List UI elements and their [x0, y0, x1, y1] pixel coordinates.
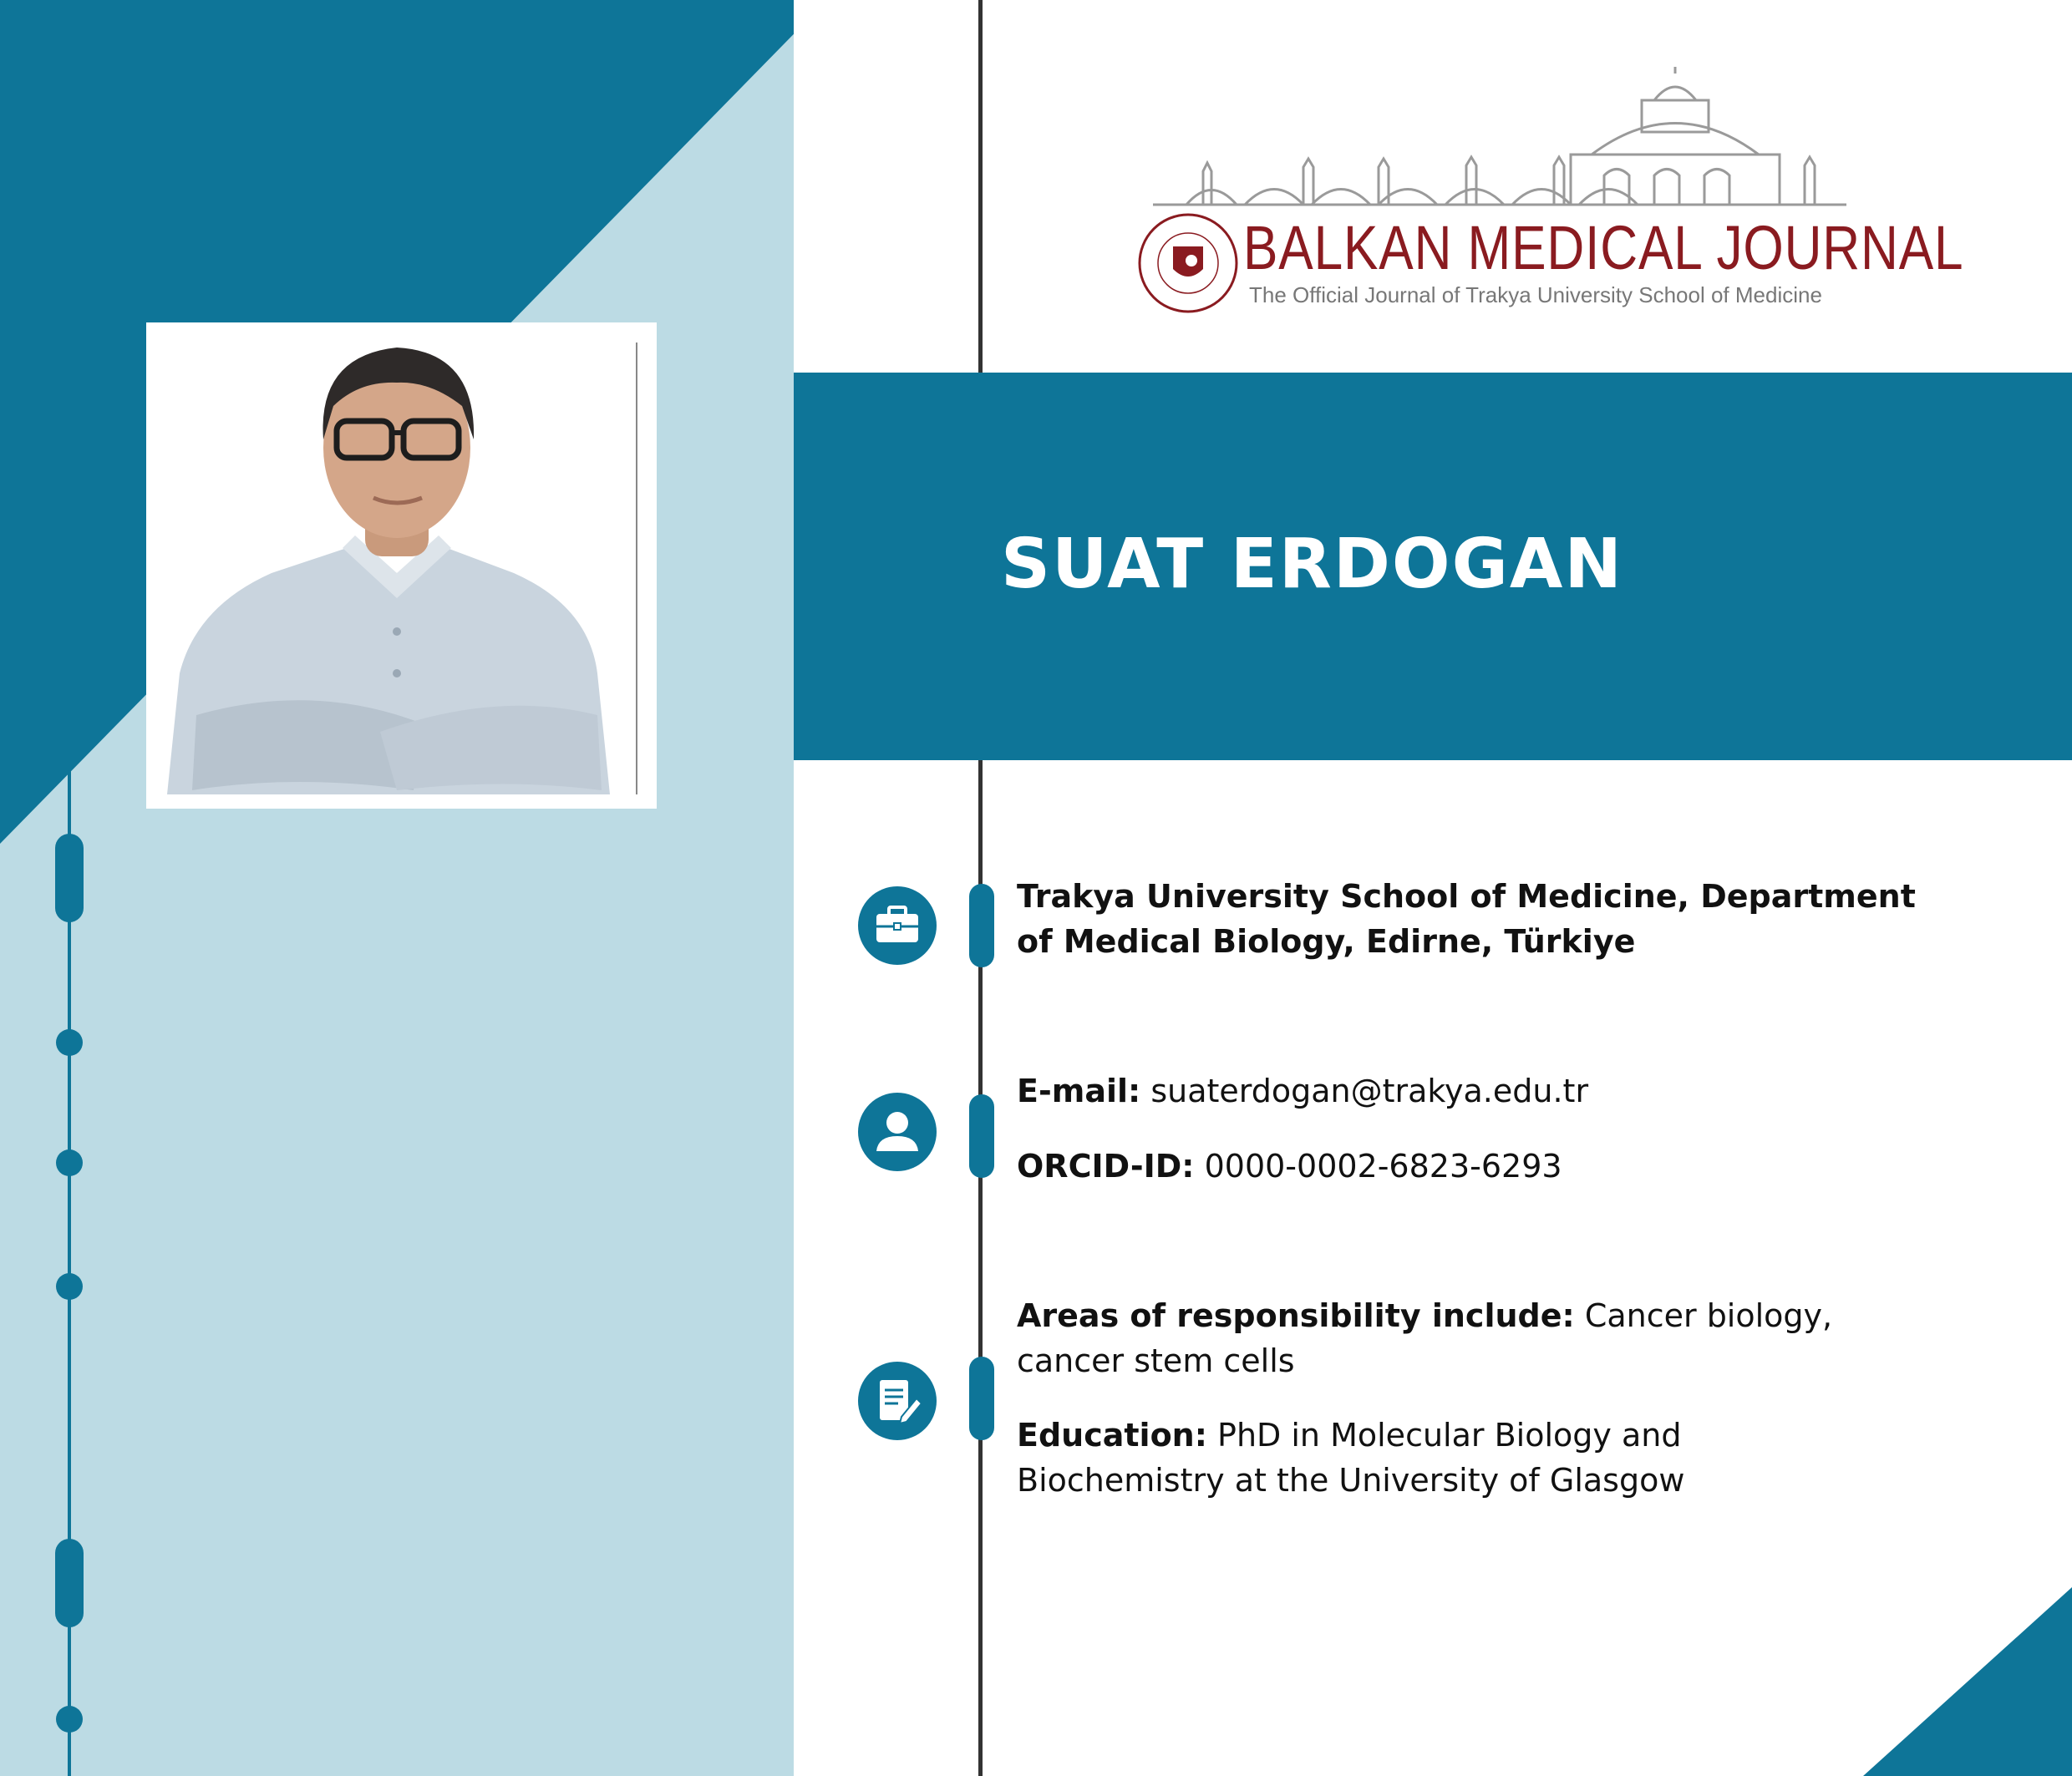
- orcid-label: ORCID-ID:: [1017, 1148, 1195, 1185]
- left-panel: [0, 0, 794, 1776]
- education-label: Education:: [1017, 1417, 1207, 1454]
- affiliation-text: [1017, 874, 1961, 964]
- left-timeline-dot: [56, 1706, 83, 1733]
- left-timeline-pill: [55, 1539, 84, 1627]
- document-edit-icon: [858, 1362, 937, 1440]
- bottom-right-triangle: [1863, 1587, 2072, 1776]
- areas-row: [1017, 1293, 1852, 1383]
- education-value: PhD in Molecular Biology and Biochemistry at the University of Glasgow: [1017, 1417, 1685, 1499]
- journal-seal: [1140, 215, 1237, 312]
- left-timeline-dot: [56, 1149, 83, 1176]
- email-label: E-mail:: [1017, 1073, 1141, 1109]
- orcid-value: 0000-0002-6823-6293: [1204, 1148, 1562, 1185]
- orcid-row: [1017, 1144, 1961, 1189]
- center-timeline-pill: [969, 1094, 994, 1178]
- areas-label: Areas of responsibility include:: [1017, 1297, 1575, 1334]
- portrait-illustration: [146, 322, 657, 809]
- journal-subtitle: The Official Journal of Trakya University School of Medicine: [1249, 282, 1822, 307]
- areas-value: Cancer biology, cancer stem cells: [1017, 1297, 1833, 1379]
- education-row: [1017, 1413, 1819, 1503]
- left-timeline-pill: [55, 834, 84, 922]
- user-icon: [858, 1093, 937, 1171]
- email-row: [1017, 1068, 1961, 1114]
- center-timeline-pill: [969, 884, 994, 967]
- person-name: SUAT ERDOGAN: [1001, 525, 1624, 604]
- affiliation-value: Trakya University School of Medicine, Department of Medical Biology, Edirne, Türkiye: [1017, 878, 1916, 960]
- left-timeline-dot: [56, 1029, 83, 1056]
- profile-photo: [146, 322, 657, 809]
- left-timeline-dot: [56, 1273, 83, 1300]
- email-value[interactable]: suaterdogan@trakya.edu.tr: [1150, 1073, 1589, 1109]
- center-timeline-pill: [969, 1357, 994, 1440]
- briefcase-icon: [858, 886, 937, 965]
- journal-title: BALKAN MEDICAL JOURNAL: [1243, 213, 1964, 282]
